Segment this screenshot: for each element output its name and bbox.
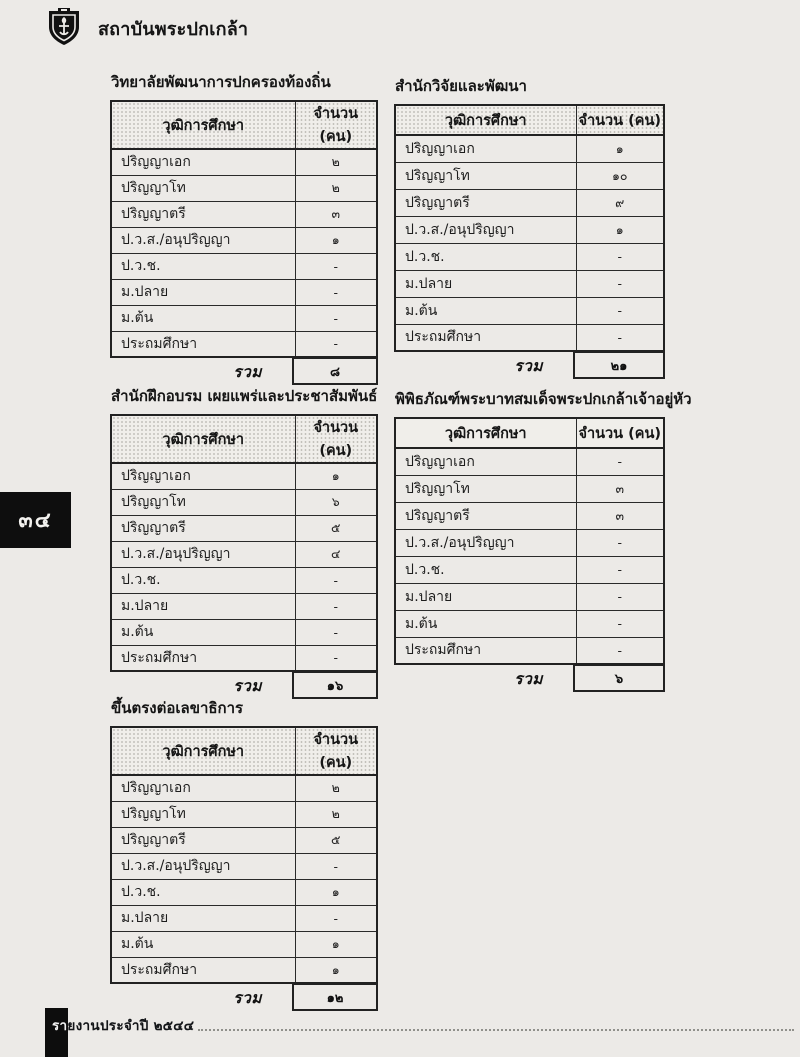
- qualification-row: [111, 931, 377, 957]
- count-cell: -: [576, 637, 664, 664]
- qualification-count-table: [110, 100, 378, 358]
- qualification-cell: ปริญญาโท: [111, 489, 295, 515]
- count-cell: ๑: [295, 227, 377, 253]
- column-header-count: จำนวน (คน): [576, 105, 664, 135]
- qualification-row: [111, 645, 377, 671]
- qualification-row: [111, 175, 377, 201]
- qualification-count-table: [110, 414, 378, 672]
- qualification-cell: ป.ว.ส./อนุปริญญา: [111, 541, 295, 567]
- qualification-row: [111, 593, 377, 619]
- total-label: รวม: [514, 357, 543, 375]
- count-cell: ๒: [295, 175, 377, 201]
- column-header-count: จำนวน (คน): [576, 418, 664, 448]
- qualification-row: [111, 279, 377, 305]
- qualification-table: [394, 387, 692, 692]
- count-cell: -: [295, 567, 377, 593]
- qualification-row: [111, 305, 377, 331]
- qualification-cell: ป.ว.ช.: [395, 243, 576, 270]
- total-value: ๒๑: [573, 352, 665, 379]
- qualification-row: [395, 162, 664, 189]
- footer-dotted-rule: [198, 1029, 794, 1031]
- count-cell: ๑: [576, 135, 664, 162]
- column-header-qualification: วุฒิการศึกษา: [111, 415, 295, 463]
- qualification-count-table: [110, 726, 378, 984]
- qualification-cell: ประถมศึกษา: [395, 637, 576, 664]
- table-title: พิพิธภัณฑ์พระบาทสมเด็จพระปกเกล้าเจ้าอยู่หัว: [395, 390, 692, 408]
- table-header-row: [395, 418, 664, 448]
- qualification-row: [111, 489, 377, 515]
- total-value: ๖: [573, 665, 665, 692]
- qualification-row: [395, 583, 664, 610]
- qualification-cell: ม.ปลาย: [111, 279, 295, 305]
- qualification-row: [111, 463, 377, 489]
- qualification-row: [111, 567, 377, 593]
- count-cell: -: [576, 610, 664, 637]
- total-label: รวม: [233, 677, 262, 695]
- count-cell: ๒: [295, 775, 377, 801]
- qualification-cell: ปริญญาโท: [395, 162, 576, 189]
- qualification-cell: ม.ต้น: [395, 297, 576, 324]
- qualification-cell: ปริญญาตรี: [111, 827, 295, 853]
- qualification-cell: ม.ต้น: [395, 610, 576, 637]
- page-number: ๓๔: [18, 507, 53, 532]
- count-cell: -: [295, 905, 377, 931]
- count-cell: ๑: [295, 879, 377, 905]
- count-cell: ๙: [576, 189, 664, 216]
- qualification-row: [395, 556, 664, 583]
- institute-shield-icon: [42, 4, 86, 48]
- qualification-cell: ม.ปลาย: [111, 593, 295, 619]
- qualification-row: [395, 529, 664, 556]
- qualification-table: [110, 696, 378, 1011]
- table-header-row: [111, 101, 377, 149]
- qualification-row: [395, 610, 664, 637]
- qualification-row: [395, 216, 664, 243]
- qualification-table: [110, 384, 378, 699]
- qualification-cell: ปริญญาตรี: [395, 502, 576, 529]
- qualification-row: [111, 957, 377, 983]
- page-number-tab: [0, 492, 71, 548]
- qualification-cell: ป.ว.ส./อนุปริญญา: [111, 853, 295, 879]
- qualification-cell: ป.ว.ส./อนุปริญญา: [395, 529, 576, 556]
- qualification-cell: ปริญญาโท: [111, 175, 295, 201]
- qualification-row: [111, 149, 377, 175]
- qualification-row: [395, 189, 664, 216]
- count-cell: -: [576, 324, 664, 351]
- count-cell: -: [295, 593, 377, 619]
- count-cell: -: [576, 583, 664, 610]
- institute-logo-lockup: [42, 4, 248, 48]
- column-header-qualification: วุฒิการศึกษา: [395, 418, 576, 448]
- column-header-qualification: วุฒิการศึกษา: [111, 727, 295, 775]
- table-title: วิทยาลัยพัฒนาการปกครองท้องถิ่น: [111, 73, 331, 91]
- table-header-row: [395, 105, 664, 135]
- count-cell: -: [576, 448, 664, 475]
- table-header-row: [111, 415, 377, 463]
- count-cell: ๕: [295, 827, 377, 853]
- count-cell: -: [295, 645, 377, 671]
- count-cell: ๖: [295, 489, 377, 515]
- qualification-cell: ประถมศึกษา: [395, 324, 576, 351]
- qualification-row: [111, 253, 377, 279]
- qualification-row: [111, 879, 377, 905]
- qualification-cell: ป.ว.ช.: [111, 567, 295, 593]
- column-header-count: จำนวน (คน): [295, 727, 377, 775]
- count-cell: ๓: [576, 475, 664, 502]
- table-title: สำนักฝึกอบรม เผยแพร่และประชาสัมพันธ์: [111, 387, 378, 405]
- qualification-row: [395, 270, 664, 297]
- qualification-cell: ม.ปลาย: [395, 270, 576, 297]
- qualification-row: [395, 448, 664, 475]
- count-cell: -: [295, 279, 377, 305]
- total-label: รวม: [233, 363, 262, 381]
- qualification-row: [395, 502, 664, 529]
- qualification-table: [394, 74, 665, 379]
- total-label: รวม: [514, 670, 543, 688]
- qualification-row: [395, 243, 664, 270]
- count-cell: -: [576, 529, 664, 556]
- table-header-row: [111, 727, 377, 775]
- count-cell: -: [576, 297, 664, 324]
- count-cell: -: [295, 853, 377, 879]
- count-cell: ๑: [576, 216, 664, 243]
- total-row: [394, 352, 665, 379]
- count-cell: ๑: [295, 463, 377, 489]
- qualification-count-table: [394, 104, 665, 352]
- count-cell: ๒: [295, 801, 377, 827]
- qualification-row: [111, 541, 377, 567]
- qualification-row: [111, 515, 377, 541]
- qualification-cell: ป.ว.ช.: [395, 556, 576, 583]
- count-cell: ๕: [295, 515, 377, 541]
- total-value: ๘: [292, 358, 378, 385]
- qualification-cell: ปริญญาเอก: [111, 463, 295, 489]
- count-cell: -: [295, 253, 377, 279]
- count-cell: ๓: [576, 502, 664, 529]
- table-title: ขึ้นตรงต่อเลขาธิการ: [111, 699, 244, 717]
- qualification-cell: ปริญญาตรี: [395, 189, 576, 216]
- qualification-row: [395, 637, 664, 664]
- qualification-cell: ม.ต้น: [111, 305, 295, 331]
- qualification-cell: ปริญญาเอก: [111, 775, 295, 801]
- qualification-cell: ม.ปลาย: [395, 583, 576, 610]
- qualification-row: [111, 227, 377, 253]
- column-header-qualification: วุฒิการศึกษา: [395, 105, 576, 135]
- qualification-row: [111, 801, 377, 827]
- qualification-table: [110, 70, 378, 385]
- count-cell: ๔: [295, 541, 377, 567]
- qualification-count-table: [394, 417, 665, 665]
- qualification-cell: ป.ว.ส./อนุปริญญา: [395, 216, 576, 243]
- count-cell: -: [576, 556, 664, 583]
- count-cell: ๑: [295, 931, 377, 957]
- qualification-cell: ม.ต้น: [111, 619, 295, 645]
- qualification-row: [111, 619, 377, 645]
- qualification-row: [111, 827, 377, 853]
- qualification-cell: ป.ว.ช.: [111, 879, 295, 905]
- column-header-count: จำนวน (คน): [295, 415, 377, 463]
- qualification-row: [395, 297, 664, 324]
- total-row: [110, 672, 378, 699]
- qualification-row: [395, 135, 664, 162]
- qualification-cell: ปริญญาโท: [395, 475, 576, 502]
- qualification-cell: ประถมศึกษา: [111, 645, 295, 671]
- count-cell: -: [576, 270, 664, 297]
- table-title: สำนักวิจัยและพัฒนา: [395, 77, 527, 95]
- count-cell: ๒: [295, 149, 377, 175]
- count-cell: -: [295, 619, 377, 645]
- qualification-row: [111, 201, 377, 227]
- total-label: รวม: [233, 989, 262, 1007]
- qualification-cell: ปริญญาตรี: [111, 515, 295, 541]
- footer-report-title: รายงานประจำปี ๒๕๔๔: [52, 1018, 195, 1034]
- qualification-cell: ปริญญาตรี: [111, 201, 295, 227]
- qualification-row: [111, 331, 377, 357]
- qualification-row: [395, 324, 664, 351]
- qualification-cell: ปริญญาเอก: [111, 149, 295, 175]
- total-row: [110, 358, 378, 385]
- total-value: ๑๒: [292, 984, 378, 1011]
- count-cell: -: [295, 305, 377, 331]
- column-header-count: จำนวน (คน): [295, 101, 377, 149]
- qualification-cell: ป.ว.ช.: [111, 253, 295, 279]
- institute-name: สถาบันพระปกเกล้า: [98, 18, 249, 40]
- qualification-cell: ปริญญาเอก: [395, 135, 576, 162]
- total-value: ๑๖: [292, 672, 378, 699]
- qualification-cell: ป.ว.ส./อนุปริญญา: [111, 227, 295, 253]
- count-cell: ๑๐: [576, 162, 664, 189]
- count-cell: -: [576, 243, 664, 270]
- total-row: [394, 665, 665, 692]
- qualification-cell: ม.ต้น: [111, 931, 295, 957]
- qualification-cell: ปริญญาโท: [111, 801, 295, 827]
- total-row: [110, 984, 378, 1011]
- qualification-row: [111, 853, 377, 879]
- qualification-cell: ประถมศึกษา: [111, 331, 295, 357]
- qualification-cell: ม.ปลาย: [111, 905, 295, 931]
- qualification-row: [395, 475, 664, 502]
- column-header-qualification: วุฒิการศึกษา: [111, 101, 295, 149]
- qualification-row: [111, 905, 377, 931]
- qualification-row: [111, 775, 377, 801]
- qualification-cell: ประถมศึกษา: [111, 957, 295, 983]
- count-cell: -: [295, 331, 377, 357]
- count-cell: ๑: [295, 957, 377, 983]
- qualification-cell: ปริญญาเอก: [395, 448, 576, 475]
- count-cell: ๓: [295, 201, 377, 227]
